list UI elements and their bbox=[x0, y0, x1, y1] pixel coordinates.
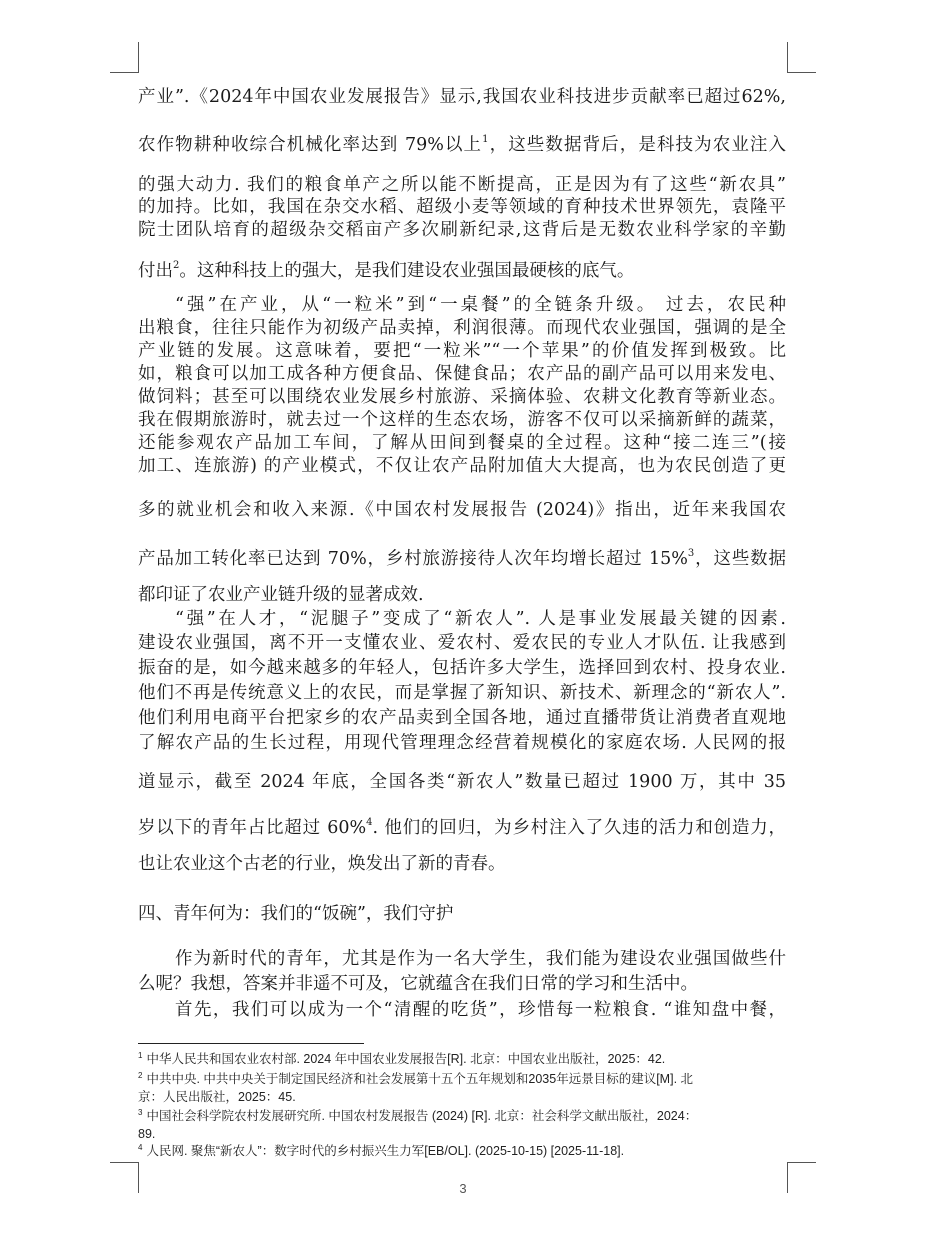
text-line: 加工、连旅游) 的产业模式，不仅让农产品附加值大大提高，也为农民创造了更 bbox=[138, 456, 786, 476]
footnote-ref: 4 bbox=[366, 817, 373, 828]
section-heading: 四、青年何为：我们的“饭碗”，我们守护 bbox=[138, 904, 454, 924]
footnote-ref: 2 bbox=[173, 260, 180, 271]
text-line: 他们不再是传统意义上的农民，而是掌握了新知识、新技术、新理念的“新农人”. bbox=[138, 683, 786, 703]
text-line: 如，粮食可以加工成各种方便食品、保健食品；农产品的副产品可以用来发电、 bbox=[138, 364, 786, 384]
paragraph-first-line: “强”在人才，“泥腿子”变成了“新农人”. 人是事业发展最关键的因素. bbox=[175, 609, 786, 629]
footnote-1: $^1$ 中华人民共和国农业农村部. 2024 年中国农业发展报告[R]. 北京：中国农业出版社，2025：42. bbox=[138, 1051, 666, 1066]
footnote-2: $^2$ 中共中央. 中共中央关于制定国民经济和社会发展第十五个五年规划和2035年远景目标的建议[M]. 北 bbox=[138, 1071, 694, 1086]
text-line: 建设农业强国，离不开一支懂农业、爱农村、爱农民的专业人才队伍. 让我感到 bbox=[138, 633, 786, 653]
text-line: 做饲料；甚至可以围绕农业发展乡村旅游、采摘体验、农耕文化教育等新业态。 bbox=[138, 387, 786, 407]
text-line: 的加持。比如，我国在杂交水稻、超级小麦等领域的育种技术世界领先，袁隆平 bbox=[138, 197, 786, 217]
text-line: 了解农产品的生长过程，用现代管理理念经营着规模化的家庭农场. 人民网的报 bbox=[138, 733, 786, 753]
text-line: 付出$^2$。这种科技上的强大，是我们建设农业强国最硬核的底气。 bbox=[138, 260, 635, 281]
text-line: 还能参观农产品加工车间，了解从田间到餐桌的全过程。这种“接二连三”(接 bbox=[138, 433, 786, 453]
footnote-ref: 3 bbox=[687, 548, 695, 559]
text-line: 多的就业机会和收入来源.《中国农村发展报告 (2024)》指出，近年来我国农 bbox=[138, 500, 786, 520]
text-line: 振奋的是，如今越来越多的年轻人，包括许多大学生，选择回到农村、投身农业. bbox=[138, 658, 786, 678]
paragraph-first-line: “强”在产业，从“一粒米”到“一桌餐”的全链条升级。 过去，农民种 bbox=[175, 295, 786, 315]
text-line: 也让农业这个古老的行业，焕发出了新的青春。 bbox=[138, 854, 506, 874]
text-line: 么呢？我想，答案并非遥不可及，它就蕴含在我们日常的学习和生活中。 bbox=[138, 974, 698, 994]
footnote-4: $^4$ 人民网. 聚焦“新农人”：数字时代的乡村振兴生力军[EB/OL]. (2025-10-15) [2025-11-18]. bbox=[138, 1143, 625, 1158]
text-line: 岁以下的青年占比超过 60%$^4$. 他们的回归，为乡村注入了久违的活力和创造力， bbox=[138, 817, 786, 838]
text-line: 农作物耕种收综合机械化率达到 79%以上$^1$，这些数据背后，是科技为农业注入 bbox=[138, 134, 786, 155]
footnote-ref: 1 bbox=[482, 134, 489, 145]
paragraph-first-line: 作为新时代的青年，尤其是作为一名大学生，我们能为建设农业强国做些什 bbox=[175, 949, 786, 969]
footnote-separator bbox=[138, 1043, 364, 1044]
text-line: 我在假期旅游时，就去过一个这样的生态农场，游客不仅可以采摘新鲜的蔬菜， bbox=[138, 410, 786, 430]
text-line: 院士团队培育的超级杂交稻亩产多次刷新纪录,这背后是无数农业科学家的辛勤 bbox=[138, 220, 786, 240]
crop-mark-top-left bbox=[110, 42, 139, 73]
text-line: 产业”.《2024年中国农业发展报告》显示,我国农业科技进步贡献率已超过62%, bbox=[138, 87, 786, 107]
footnote-3: $^3$ 中国社会科学院农村发展研究所. 中国农村发展报告 (2024) [R]. 北京：社会科学文献出版社，2024： bbox=[138, 1108, 698, 1123]
text-line: 的强大动力. 我们的粮食单产之所以能不断提高，正是因为有了这些“新农具” bbox=[138, 175, 786, 195]
text-line: 出粮食，往往只能作为初级产品卖掉，利润很薄。而现代农业强国，强调的是全 bbox=[138, 318, 786, 338]
text-line: 都印证了农业产业链升级的显著成效. bbox=[138, 585, 424, 605]
text-line: 产业链的发展。这意味着，要把“一粒米”“一个苹果”的价值发挥到极致。比 bbox=[138, 341, 786, 361]
text-line: 产品加工转化率已达到 70%，乡村旅游接待人次年均增长超过 15%$^3$，这些数据 bbox=[138, 548, 786, 569]
text-line: 他们利用电商平台把家乡的农产品卖到全国各地，通过直播带货让消费者直观地 bbox=[138, 708, 786, 728]
footnote-3-cont: 89. bbox=[138, 1127, 156, 1141]
paragraph-first-line: 首先，我们可以成为一个“清醒的吃货”，珍惜每一粒粮食. “谁知盘中餐， bbox=[175, 1000, 786, 1020]
crop-mark-top-right bbox=[787, 42, 816, 73]
page-number: 3 bbox=[459, 1181, 467, 1196]
text-line: 道显示，截至 2024 年底，全国各类“新农人”数量已超过 1900 万，其中 35 bbox=[138, 772, 786, 792]
footnote-2-cont: 京：人民出版社，2025：45. bbox=[138, 1090, 296, 1104]
